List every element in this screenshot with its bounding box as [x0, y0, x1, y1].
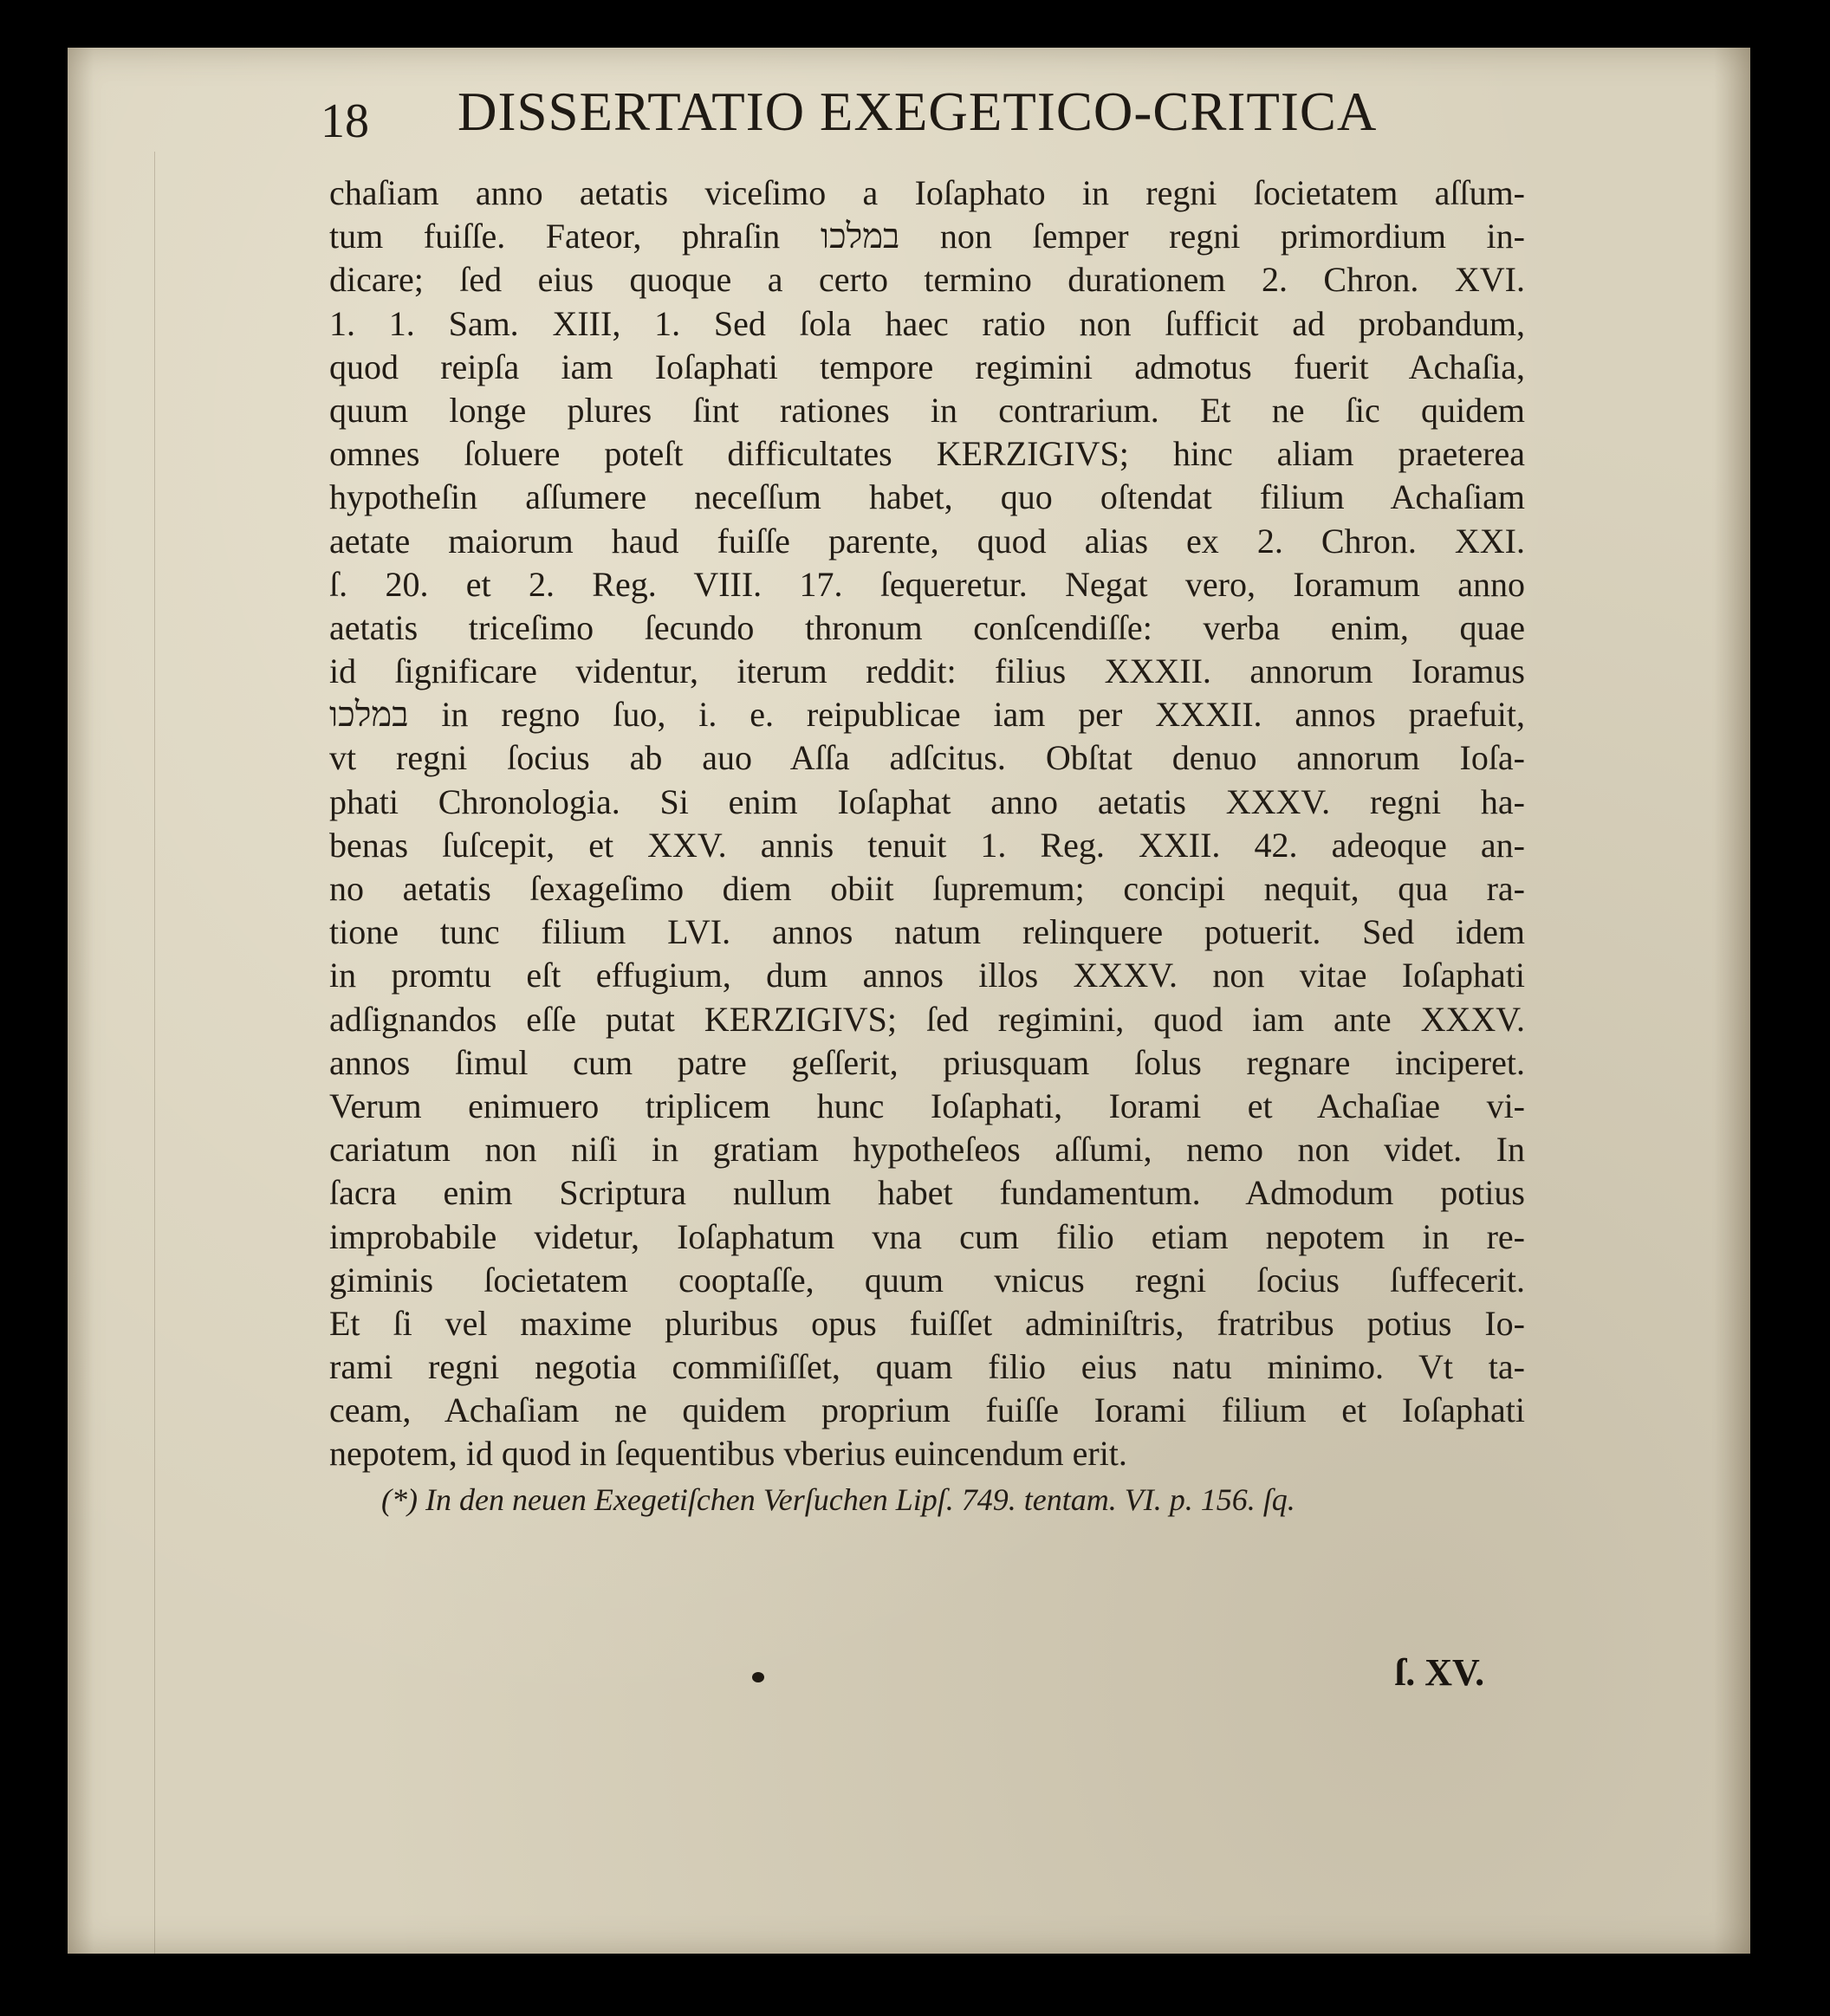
text-line: no aetatis ſexageſimo diem obiit ſupremum; concipi nequit, qua ra-	[329, 869, 1525, 908]
text-line: id ſignificare videntur, iterum reddit: filius XXXII. annorum Ioramus	[329, 651, 1525, 691]
page-fold-line	[154, 152, 155, 1954]
text-line: tione tunc filium LVI. annos natum relinquere potuerit. Sed idem	[329, 912, 1525, 952]
body-text	[329, 172, 1525, 1476]
text-line: ceam, Achaſiam ne quidem proprium fuiſſe Iorami filium et Ioſaphati	[329, 1390, 1525, 1430]
text-line: Verum enimuero triplicem hunc Ioſaphati, Iorami et Achaſiae vi-	[329, 1086, 1525, 1125]
text-line: rami regni negotia commiſiſſet, quam filio eius natu minimo. Vt ta-	[329, 1347, 1525, 1387]
page-number: 18	[321, 94, 369, 148]
ink-spot	[752, 1672, 764, 1682]
running-title: DISSERTATIO EXEGETICO-CRITICA	[458, 81, 1378, 142]
text-line: in promtu eſt effugium, dum annos illos XXXV. non vitae Ioſaphati	[329, 956, 1525, 995]
text-line: nepotem, id quod in ſequentibus vberius euincendum erit.	[329, 1434, 1127, 1474]
text-line: chaſiam anno aetatis viceſimo a Ioſaphato in regni ſocietatem aſſum-	[329, 173, 1525, 212]
catchword: ſ. XV.	[1395, 1651, 1485, 1694]
text-line: adſignandos eſſe putat KERZIGIVS; ſed regimini, quod iam ante XXXV.	[329, 999, 1525, 1039]
text-line: omnes ſoluere poteſt difficultates KERZIGIVS; hinc aliam praeterea	[329, 434, 1525, 474]
text-line: quod reipſa iam Ioſaphati tempore regimini admotus fuerit Achaſia,	[329, 347, 1525, 386]
text-line: Et ſi vel maxime pluribus opus fuiſſet adminiſtris, fratribus potius Io-	[329, 1303, 1525, 1343]
text-line: hypotheſin aſſumere neceſſum habet, quo oſtendat filium Achaſiam	[329, 477, 1525, 517]
text-line: 1. 1. Sam. XIII, 1. Sed ſola haec ratio non ſufficit ad probandum,	[329, 303, 1525, 343]
text-line: במלכו in regno ſuo, i. e. reipublicae iam per XXXII. annos praefuit,	[329, 695, 1525, 735]
text-line: aetatis triceſimo ſecundo thronum conſcendiſſe: verba enim, quae	[329, 607, 1525, 647]
text-line: annos ſimul cum patre geſſerit, priusquam ſolus regnare inciperet.	[329, 1042, 1525, 1082]
text-line: ſacra enim Scriptura nullum habet fundamentum. Admodum potius	[329, 1173, 1525, 1213]
text-line: phati Chronologia. Si enim Ioſaphat anno aetatis XXXV. regni ha-	[329, 781, 1525, 821]
text-line: ſ. 20. et 2. Reg. VIII. 17. ſequeretur. Negat vero, Ioramum anno	[329, 564, 1525, 604]
text-line: tum fuiſſe. Fateor, phraſin במלכו non ſemper regni primordium in-	[329, 217, 1525, 256]
text-line: improbabile videtur, Ioſaphatum vna cum filio etiam nepotem in re-	[329, 1216, 1525, 1256]
footnote: (*) In den neuen Exegetiſchen Verſuchen Lipſ. 749. tentam. VI. p. 156. ſq.	[381, 1482, 1295, 1517]
text-line: benas ſuſcepit, et XXV. annis tenuit 1. Reg. XXII. 42. adeoque an-	[329, 825, 1525, 865]
text-line: cariatum non niſi in gratiam hypotheſeos aſſumi, nemo non videt. In	[329, 1130, 1525, 1170]
text-line: quum longe plures ſint rationes in contrarium. Et ne ſic quidem	[329, 390, 1525, 430]
text-line: aetate maiorum haud fuiſſe parente, quod alias ex 2. Chron. XXI.	[329, 521, 1525, 561]
text-line: giminis ſocietatem cooptaſſe, quum vnicus regni ſocius ſuffecerit.	[329, 1260, 1525, 1300]
text-line: vt regni ſocius ab auo Aſſa adſcitus. Obſtat denuo annorum Ioſa-	[329, 738, 1525, 778]
text-line: dicare; ſed eius quoque a certo termino durationem 2. Chron. XVI.	[329, 260, 1525, 300]
